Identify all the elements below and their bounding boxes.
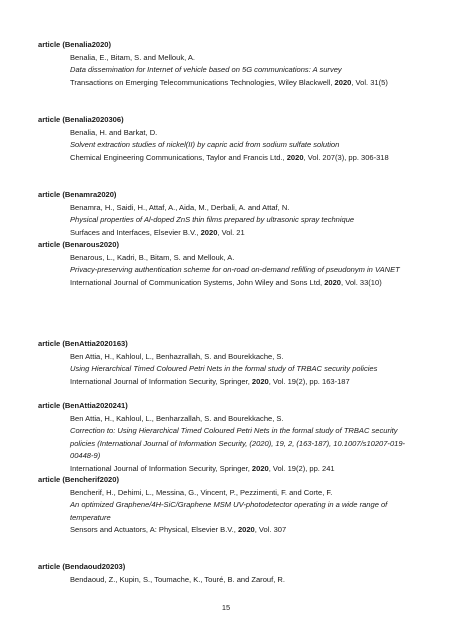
page-number: 15 [221, 603, 231, 612]
entry-key: article (Bencherif2020) [38, 475, 119, 484]
entry-year: 2020 [324, 277, 342, 287]
bib-entry-benalia2020306 [38, 114, 416, 164]
entry-year: 2020 [237, 525, 255, 534]
entry-authors: Benalia, E., Bitam, S. and Mellouk, A. [70, 52, 196, 62]
entry-source [70, 277, 416, 290]
source-volume: , Vol. 307 [254, 525, 287, 534]
bib-entry-benalia2020 [38, 39, 416, 89]
entry-year: 2020 [251, 463, 269, 473]
entry-title: An optimized Graphene/4H-SiC/Graphene MSM UV-photodetector operating in a wide range of temperature [70, 500, 388, 522]
entry-authors: Bendaoud, Z., Kupin, S., Toumache, K., Touré, B. and Zarouf, R. [70, 574, 285, 584]
entry-authors: Ben Attia, H., Kahloul, L., Benhazrallah, S. and Bourekkache, S. [70, 351, 284, 361]
source-volume: , Vol. 21 [217, 227, 245, 237]
entry-title: Physical properties of Al-doped ZnS thin films prepared by ultrasonic spray technique [70, 215, 355, 224]
entry-source [70, 152, 416, 165]
entry-key: article (Benalia2020) [38, 40, 111, 49]
entry-year: 2020 [286, 152, 304, 162]
entry-title: Solvent extraction studies of nickel(II) by capric acid from sodium sulfate solution [70, 140, 340, 149]
entry-authors: Bencherif, H., Dehimi, L., Messina, G., Vincent, P., Pezzimenti, F. and Corte, F. [70, 487, 333, 497]
entry-key: article (Benarous2020) [38, 240, 119, 249]
source-text: International Journal of Information Security, Springer, [70, 376, 252, 386]
bib-entry-benattia2020241 [38, 400, 416, 475]
bib-entry-bendaoud20203 [38, 561, 416, 586]
entry-authors: Ben Attia, H., Kahloul, L., Benharzallah, S. and Bourekkache, S. [70, 413, 284, 423]
source-volume: , Vol. 33(10) [341, 277, 382, 287]
entry-authors: Benamra, H., Saidi, H., Attaf, A., Aida, M., Derbali, A. and Attaf, N. [70, 202, 290, 212]
entry-year: 2020 [200, 227, 218, 237]
entry-source [70, 77, 416, 90]
source-volume: , Vol. 31(5) [351, 77, 388, 87]
entry-authors: Benalia, H. and Barkat, D. [70, 127, 158, 137]
entry-source [70, 524, 416, 537]
entry-title: Data dissemination for Internet of vehicle based on 5G communications: A survey [70, 65, 342, 74]
entry-source [70, 376, 416, 389]
entry-key: article (Benamra2020) [38, 190, 117, 199]
source-text: Sensors and Actuators, A: Physical, Elsevier B.V., [70, 525, 238, 534]
entry-year: 2020 [334, 77, 352, 87]
bib-entry-bencherif2020 [38, 474, 416, 537]
bib-entry-benamra2020 [38, 189, 416, 239]
bib-entry-benarous2020 [38, 239, 416, 289]
source-text: Transactions on Emerging Telecommunications Technologies, Wiley Blackwell, [70, 77, 335, 87]
entry-key: article (Benalia2020306) [38, 115, 124, 124]
bib-entry-benattia2020163 [38, 338, 416, 388]
entry-title: Using Hierarchical Timed Coloured Petri Nets in the formal study of TRBAC security policies [70, 364, 378, 373]
source-text: International Journal of Communication Systems, John Wiley and Sons Ltd, [70, 277, 325, 287]
source-volume: , Vol. 207(3), pp. 306-318 [303, 152, 389, 162]
source-text: Surfaces and Interfaces, Elsevier B.V., [70, 227, 201, 237]
entry-title: Correction to: Using Hierarchical Timed Coloured Petri Nets in the formal study of TRBAC security policies (International Journal of Information Security, (2020), 19, 2, (163-187), 10.1007/s10207-019-00448-9) [70, 426, 406, 460]
entry-key: article (Bendaoud20203) [38, 562, 126, 571]
source-text: Chemical Engineering Communications, Taylor and Francis Ltd., [70, 152, 287, 162]
entry-title: Privacy-preserving authentication scheme for on-road on-demand refilling of pseudonym in VANET [70, 265, 400, 274]
entry-authors: Benarous, L., Kadri, B., Bitam, S. and Mellouk, A. [70, 252, 235, 262]
entry-key: article (BenAttia2020163) [38, 339, 128, 348]
entry-source [70, 227, 416, 240]
entry-year: 2020 [251, 376, 269, 386]
source-volume: , Vol. 19(2), pp. 241 [268, 463, 335, 473]
source-volume: , Vol. 19(2), pp. 163-187 [268, 376, 350, 386]
source-text: International Journal of Information Security, Springer, [70, 463, 252, 473]
entry-key: article (BenAttia2020241) [38, 401, 128, 410]
